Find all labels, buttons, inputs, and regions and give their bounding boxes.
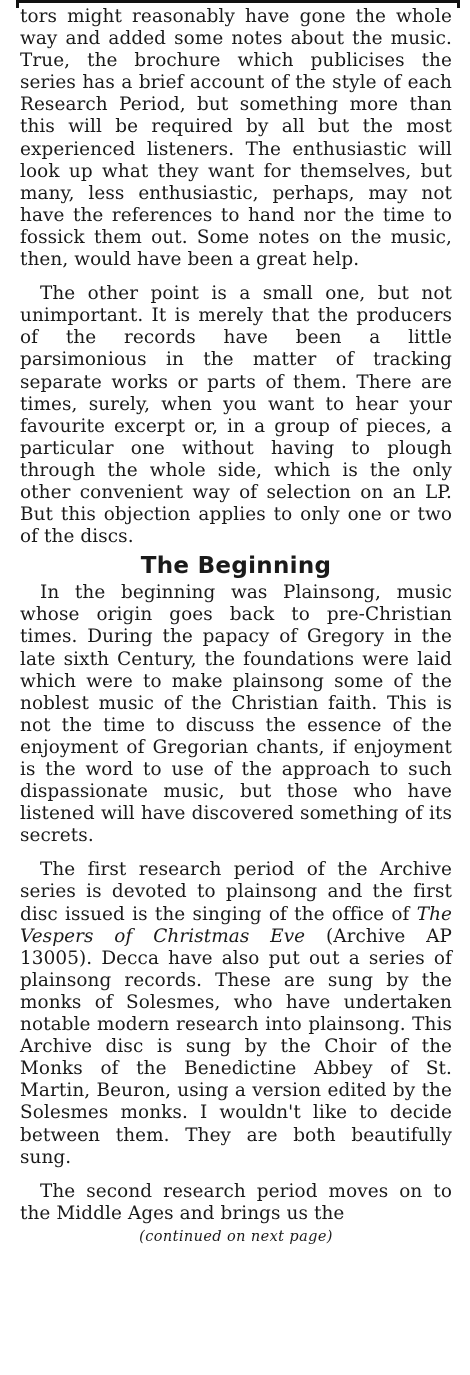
paragraph-tracking: The other point is a small one, but not unimportant. It is merely that the producers of the records have been a little parsimonious in the matter of tracking separate works or parts of them. There are times, surely, when you want to hear your favourite excerpt or, in a group of pieces, a particular one without having to plough through the whole side, which is the only other convenient way of selection on an LP. But this objection applies to only one or two of the discs. xyxy=(20,283,452,548)
archive-text-end: (Archive AP 13005). Decca have also put out a series of plainsong records. These are sung by the monks of Solesmes, who have undertaken notable modern research into plainsong. This Archive disc is sung by the Choir of the Monks of the Benedictine Abbey of St. Martin, Beuron, using a version edited by the Solesmes monks. I wouldn't like to decide between them. They are both beautifully sung. xyxy=(20,925,452,1168)
paragraph-gap xyxy=(20,271,452,283)
paragraph-notes: tors might reasonably have gone the whole way and added some notes about the music. True, the brochure which publicises the series has a brief account of the style of each Research Period, but something more than this will be required by all but the most experienced listeners. The enthusiastic will look up what they want for themselves, but many, less enthusiastic, perhaps, may not have the references to hand nor the time to fossick them out. Some notes on the music, then, would have been a great help. xyxy=(20,6,452,271)
top-border-rule xyxy=(16,0,460,3)
paragraph-plainsong: In the beginning was Plainsong, music whose origin goes back to pre-Christian times. During the papacy of Gregory in the late sixth Century, the foundations were laid which were to make plainsong some of the noblest music of the Christian faith. This is not the time to discuss the essence of the enjoyment of Gregorian chants, if enjoyment is the word to use of the approach to such dispassionate music, but those who have listened will have discovered something of its secrets. xyxy=(20,582,452,847)
archive-text-start: The first research period of the Archive series is devoted to plainsong and the first disc issued is the singing of the office of xyxy=(20,859,452,925)
paragraph-gap xyxy=(20,1169,452,1181)
section-heading: The Beginning xyxy=(140,553,332,580)
continued-note: (continued on next page) xyxy=(139,1228,333,1245)
record-title: The Vespers of Christmas Eve xyxy=(20,903,452,947)
paragraph-archive-disc xyxy=(20,859,452,1168)
paragraph-gap xyxy=(20,847,452,859)
paragraph-middle-ages: The second research period moves on to the Middle Ages and brings us the xyxy=(20,1180,452,1224)
article-column xyxy=(20,6,452,1247)
